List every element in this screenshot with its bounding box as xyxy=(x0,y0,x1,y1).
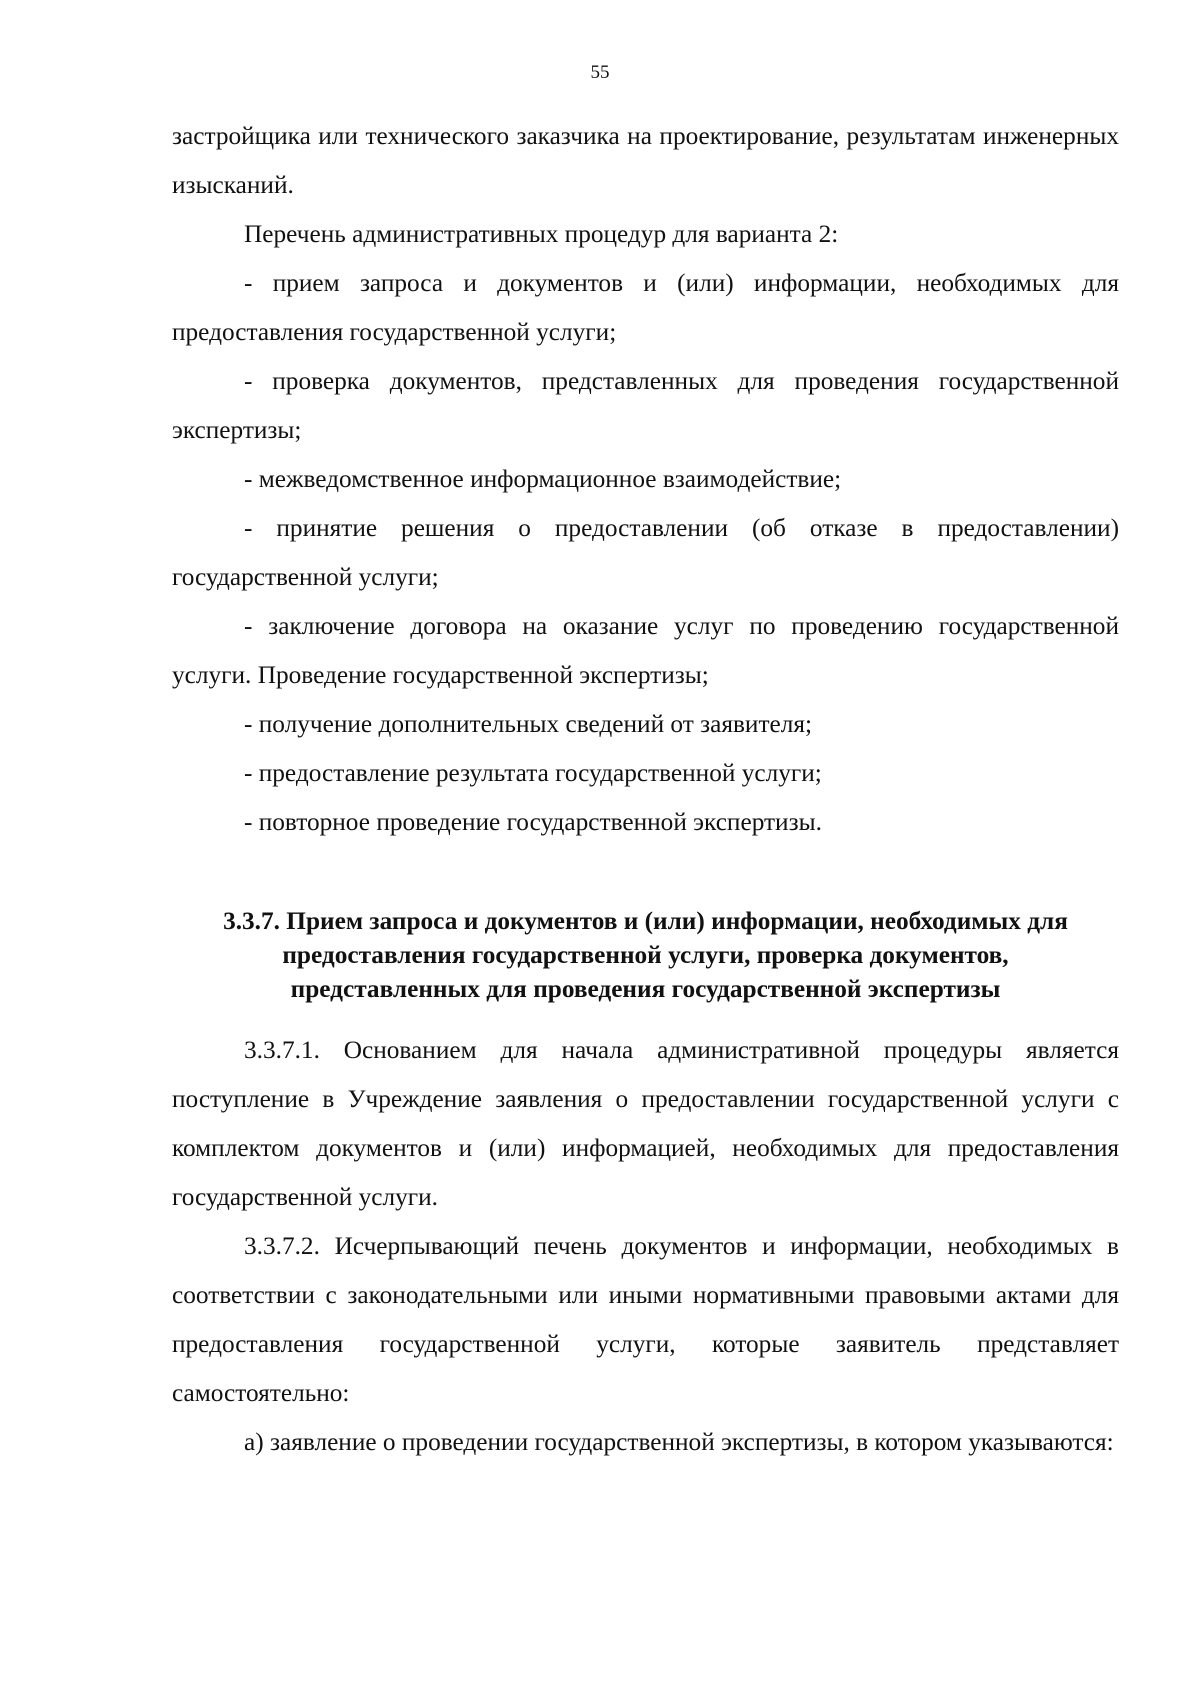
procedure-item: - прием запроса и документов и (или) информации, необходимых для предоставления государственной услуги; xyxy=(172,269,1119,346)
procedures-list-intro: Перечень административных процедур для варианта 2: xyxy=(244,220,839,248)
document-body xyxy=(172,112,1119,1467)
paragraph-item-a: а) заявление о проведении государственной экспертизы, в котором указываются: xyxy=(244,1428,1114,1456)
procedure-item: - принятие решения о предоставлении (об отказе в предоставлении) государственной услуги; xyxy=(172,514,1119,591)
procedure-item: - предоставление результата государственной услуги; xyxy=(244,759,822,787)
section-heading: 3.3.7. Прием запроса и документов и (или) информации, необходимых для предоставления государственной услуги, проверка документов, представленных для проведения государственной экспертизы xyxy=(223,907,1068,1003)
procedure-item: - заключение договора на оказание услуг по проведению государственной услуги. Проведение государственной экспертизы; xyxy=(172,612,1119,689)
page-number: 55 xyxy=(590,62,610,83)
procedure-item: - получение дополнительных сведений от заявителя; xyxy=(244,710,813,738)
paragraph-continuation: застройщика или технического заказчика на проектирование, результатам инженерных изысканий. xyxy=(172,122,1119,199)
paragraph-3-3-7-1: 3.3.7.1. Основанием для начала административной процедуры является поступление в Учреждение заявления о предоставлении государственной услуги с комплектом документов и (или) информацией, необходимых для предоставления государственной услуги. xyxy=(172,1036,1119,1211)
procedure-item: - межведомственное информационное взаимодействие; xyxy=(244,465,842,493)
procedure-item: - повторное проведение государственной экспертизы. xyxy=(244,808,822,836)
procedure-item: - проверка документов, представленных для проведения государственной экспертизы; xyxy=(172,367,1119,444)
paragraph-3-3-7-2: 3.3.7.2. Исчерпывающий печень документов и информации, необходимых в соответствии с законодательными или иными нормативными правовыми актами для предоставления государственной услуги, которые заявитель представляет самостоятельно: xyxy=(172,1232,1119,1407)
